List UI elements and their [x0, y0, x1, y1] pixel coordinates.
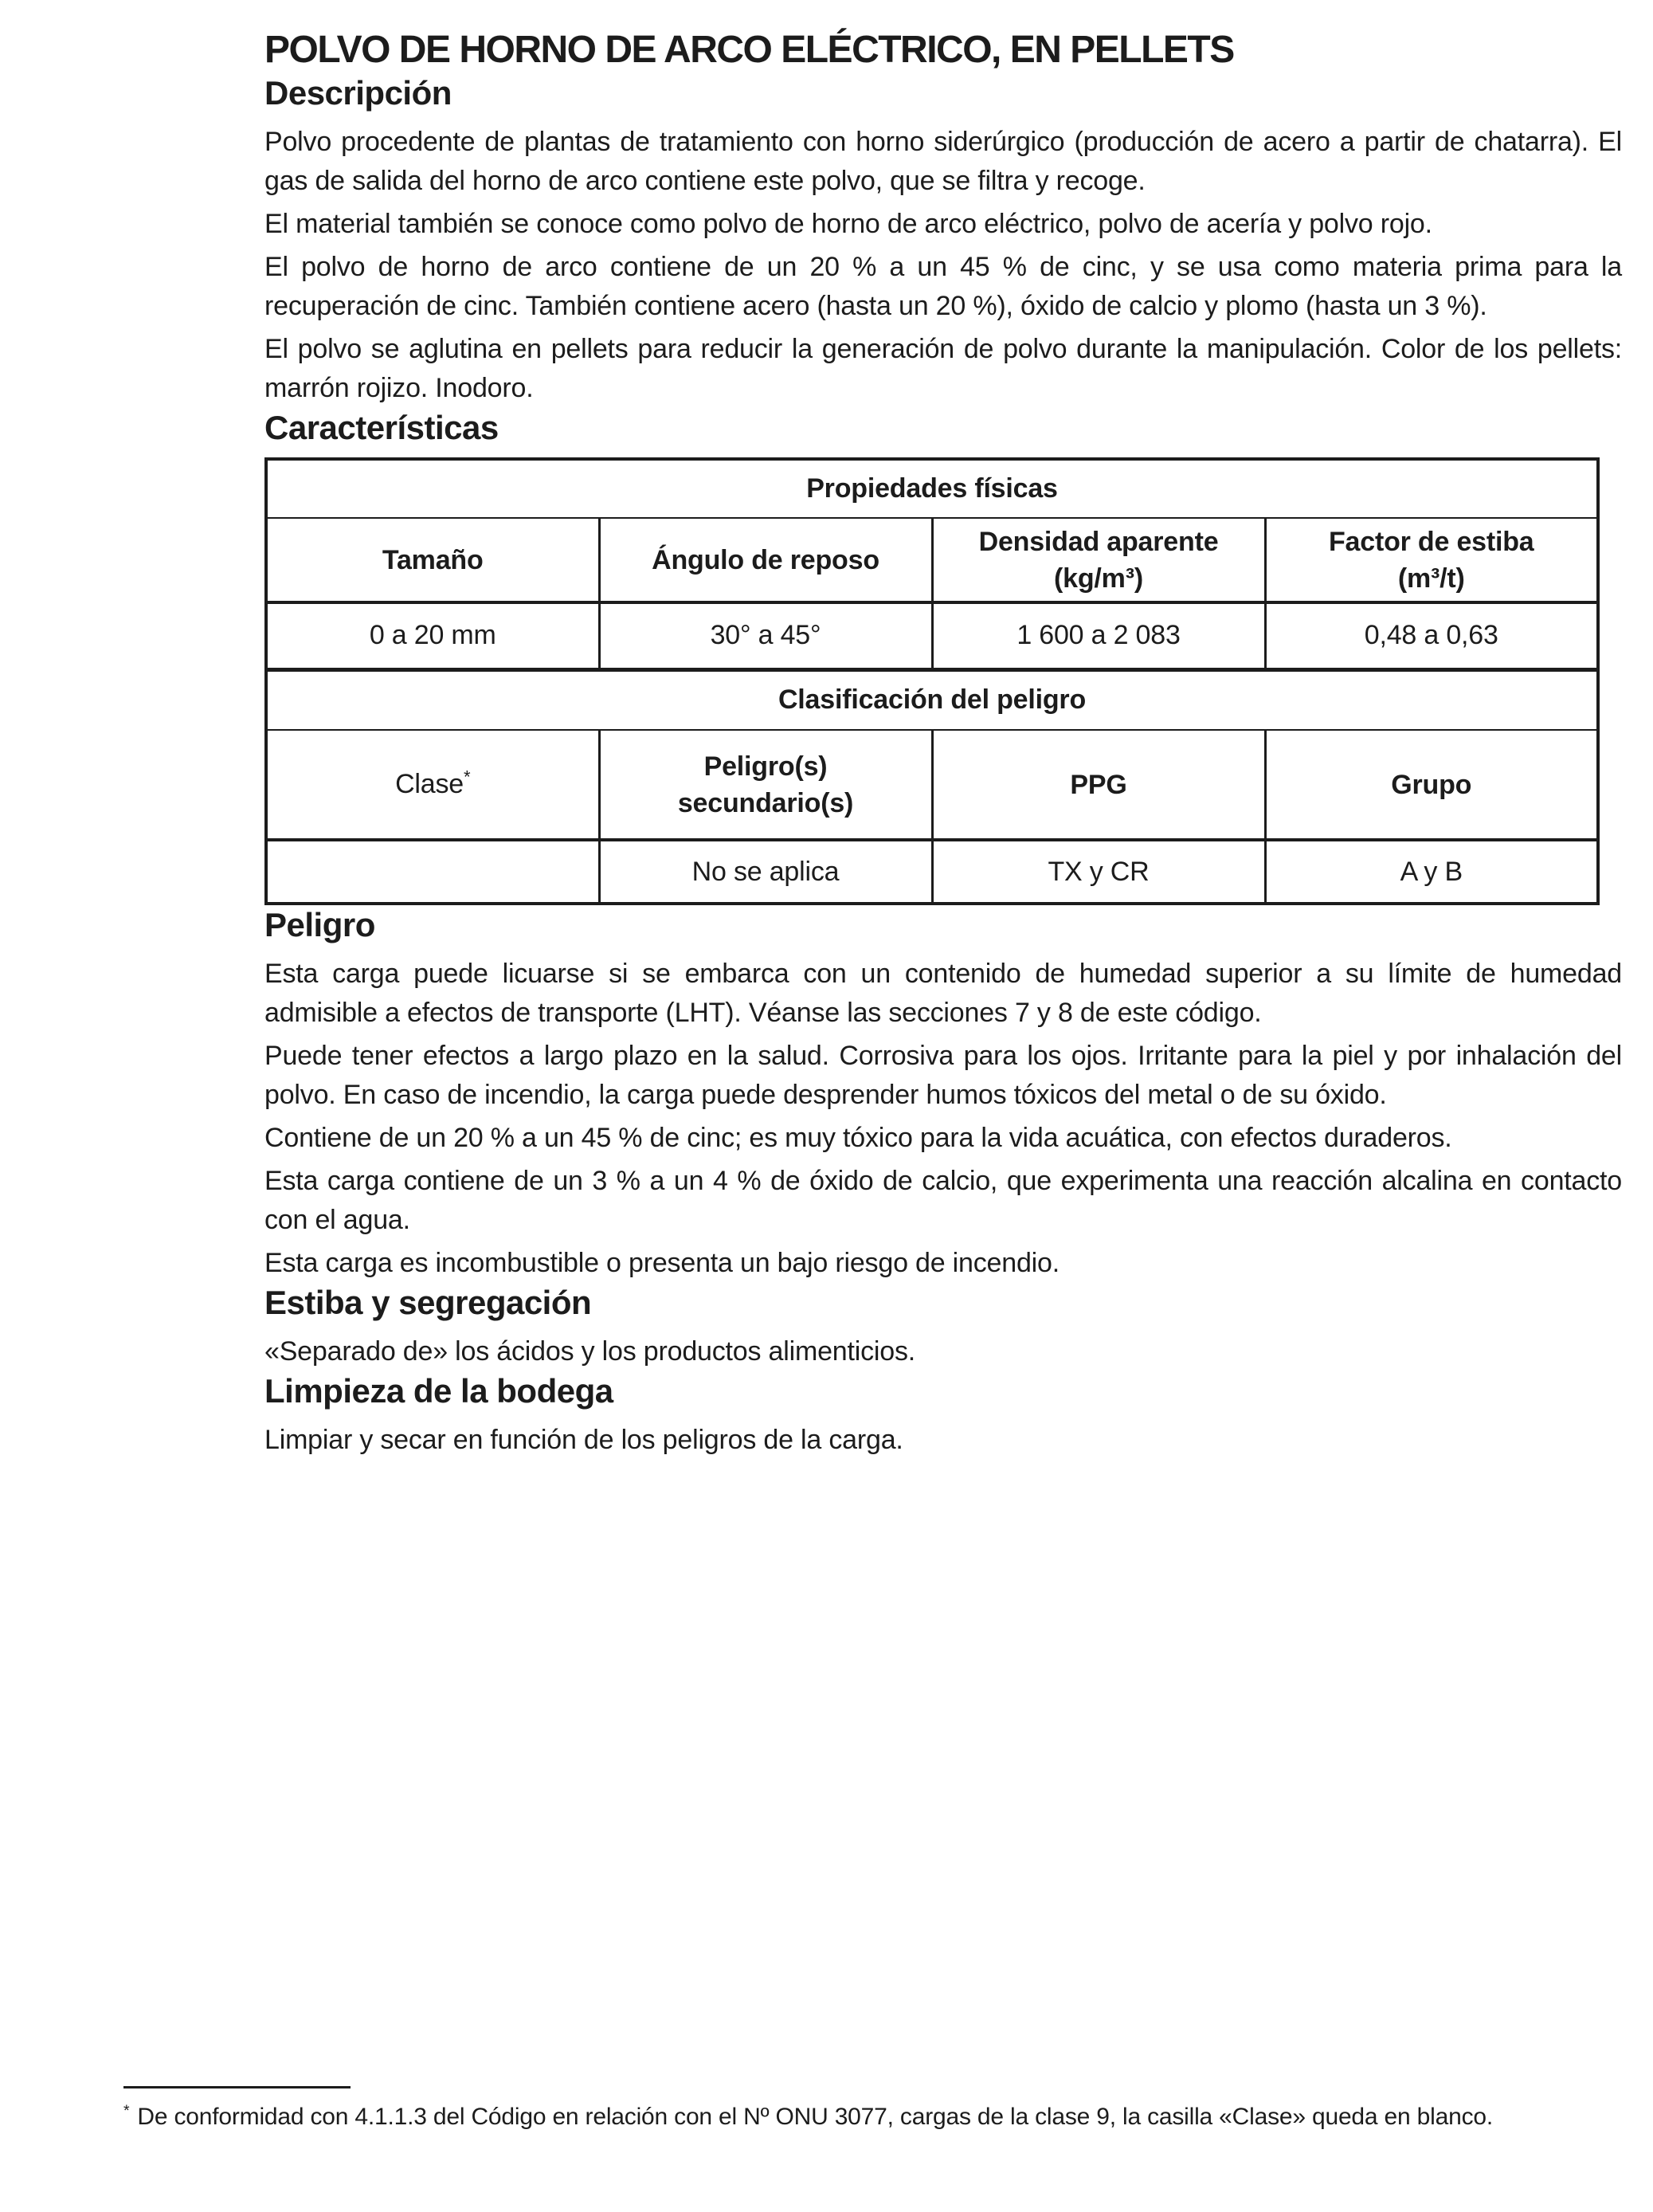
- section-caracteristicas: [264, 408, 1622, 905]
- col-header-densidad-aparente: Densidad aparente (kg/m³): [932, 518, 1265, 602]
- value-peligros-secundarios: No se aplica: [599, 840, 932, 904]
- descripcion-paragraph-4: El polvo se aglutina en pellets para reducir la generación de polvo durante la manipulación. Color de los pellets: marrón rojizo. Inodoro.: [264, 334, 1622, 403]
- peligro-paragraph-2: Puede tener efectos a largo plazo en la salud. Corrosiva para los ojos. Irritante para la piel y por inhalación del polvo. En caso de incendio, la carga puede desprender humos tóxicos del metal o de su óxido.: [264, 1041, 1622, 1110]
- content-column: [264, 0, 1622, 1460]
- limpieza-paragraph: Limpiar y secar en función de los peligros de la carga.: [264, 1425, 903, 1455]
- col-header-clase: Clase*: [266, 730, 599, 840]
- footnote: [123, 2086, 1623, 2133]
- descripcion-paragraph-3: El polvo de horno de arco contiene de un 20 % a un 45 % de cinc, y se usa como materia prima para la recuperación de cinc. También contiene acero (hasta un 20 %), óxido de calcio y plomo (hasta un 3 %).: [264, 252, 1622, 321]
- table-row-hazard-values: [266, 840, 1598, 904]
- peligro-paragraph-5: Esta carga es incombustible o presenta un bajo riesgo de incendio.: [264, 1248, 1060, 1278]
- col-header-factor-estiba: Factor de estiba (m³/t): [1265, 518, 1598, 602]
- heading-limpieza-bodega: Limpieza de la bodega: [264, 1372, 613, 1410]
- peligro-paragraph-4: Esta carga contiene de un 3 % a un 4 % de óxido de calcio, que experimenta una reacción alcalina en contacto con el agua.: [264, 1166, 1622, 1235]
- heading-estiba-segregacion: Estiba y segregación: [264, 1284, 592, 1321]
- col-header-ppg: PPG: [932, 730, 1265, 840]
- section-peligro: [264, 905, 1622, 1283]
- header-propiedades-fisicas: Propiedades físicas: [806, 473, 1058, 504]
- clase-footnote-marker: *: [464, 767, 471, 787]
- footnote-paragraph: [123, 2101, 1623, 2133]
- table-row-physical-values: [266, 602, 1598, 669]
- heading-peligro: Peligro: [264, 906, 375, 943]
- heading-caracteristicas: Características: [264, 409, 499, 446]
- value-tamano: 0 a 20 mm: [266, 602, 599, 669]
- section-descripcion: [264, 73, 1622, 408]
- estiba-paragraph: «Separado de» los ácidos y los productos alimenticios.: [264, 1336, 916, 1367]
- section-estiba-segregacion: [264, 1283, 1622, 1371]
- col-header-grupo: Grupo: [1265, 730, 1598, 840]
- col-header-angulo-reposo: Ángulo de reposo: [599, 518, 932, 602]
- table-row-column-headers: [266, 518, 1598, 602]
- value-ppg: TX y CR: [932, 840, 1265, 904]
- table-row-clasificacion-header: [266, 669, 1598, 730]
- col-header-peligros-secundarios: Peligro(s) secundario(s): [599, 730, 932, 840]
- descripcion-paragraph-2: El material también se conoce como polvo de horno de arco eléctrico, polvo de acería y polvo rojo.: [264, 209, 1432, 239]
- footnote-text: De conformidad con 4.1.1.3 del Código en relación con el Nº ONU 3077, cargas de la clase 9, la casilla «Clase» queda en blanco.: [137, 2104, 1493, 2130]
- value-factor-estiba: 0,48 a 0,63: [1265, 602, 1598, 669]
- value-clase: [266, 840, 599, 904]
- value-angulo-reposo: 30° a 45°: [599, 602, 932, 669]
- descripcion-paragraph-1: Polvo procedente de plantas de tratamiento con horno siderúrgico (producción de acero a partir de chatarra). El gas de salida del horno de arco contiene este polvo, que se filtra y recoge.: [264, 127, 1622, 196]
- cargo-properties-table: [264, 457, 1600, 905]
- value-grupo: A y B: [1265, 840, 1598, 904]
- section-limpieza-bodega: [264, 1371, 1622, 1460]
- footnote-marker: *: [123, 2102, 130, 2120]
- heading-descripcion: Descripción: [264, 74, 452, 112]
- table-row-hazard-headers: [266, 730, 1598, 840]
- col-header-tamano: Tamaño: [266, 518, 599, 602]
- header-clasificacion-peligro: Clasificación del peligro: [266, 669, 1598, 730]
- cargo-title: POLVO DE HORNO DE ARCO ELÉCTRICO, EN PELLETS: [264, 29, 1234, 71]
- peligro-paragraph-1: Esta carga puede licuarse si se embarca con un contenido de humedad superior a su límite de humedad admisible a efectos de transporte (LHT). Véanse las secciones 7 y 8 de este código.: [264, 959, 1622, 1028]
- table-row-propiedades-header: [266, 459, 1598, 518]
- peligro-paragraph-3: Contiene de un 20 % a un 45 % de cinc; es muy tóxico para la vida acuática, con efectos duraderos.: [264, 1123, 1452, 1153]
- value-densidad-aparente: 1 600 a 2 083: [932, 602, 1265, 669]
- footnote-rule: [123, 2086, 351, 2088]
